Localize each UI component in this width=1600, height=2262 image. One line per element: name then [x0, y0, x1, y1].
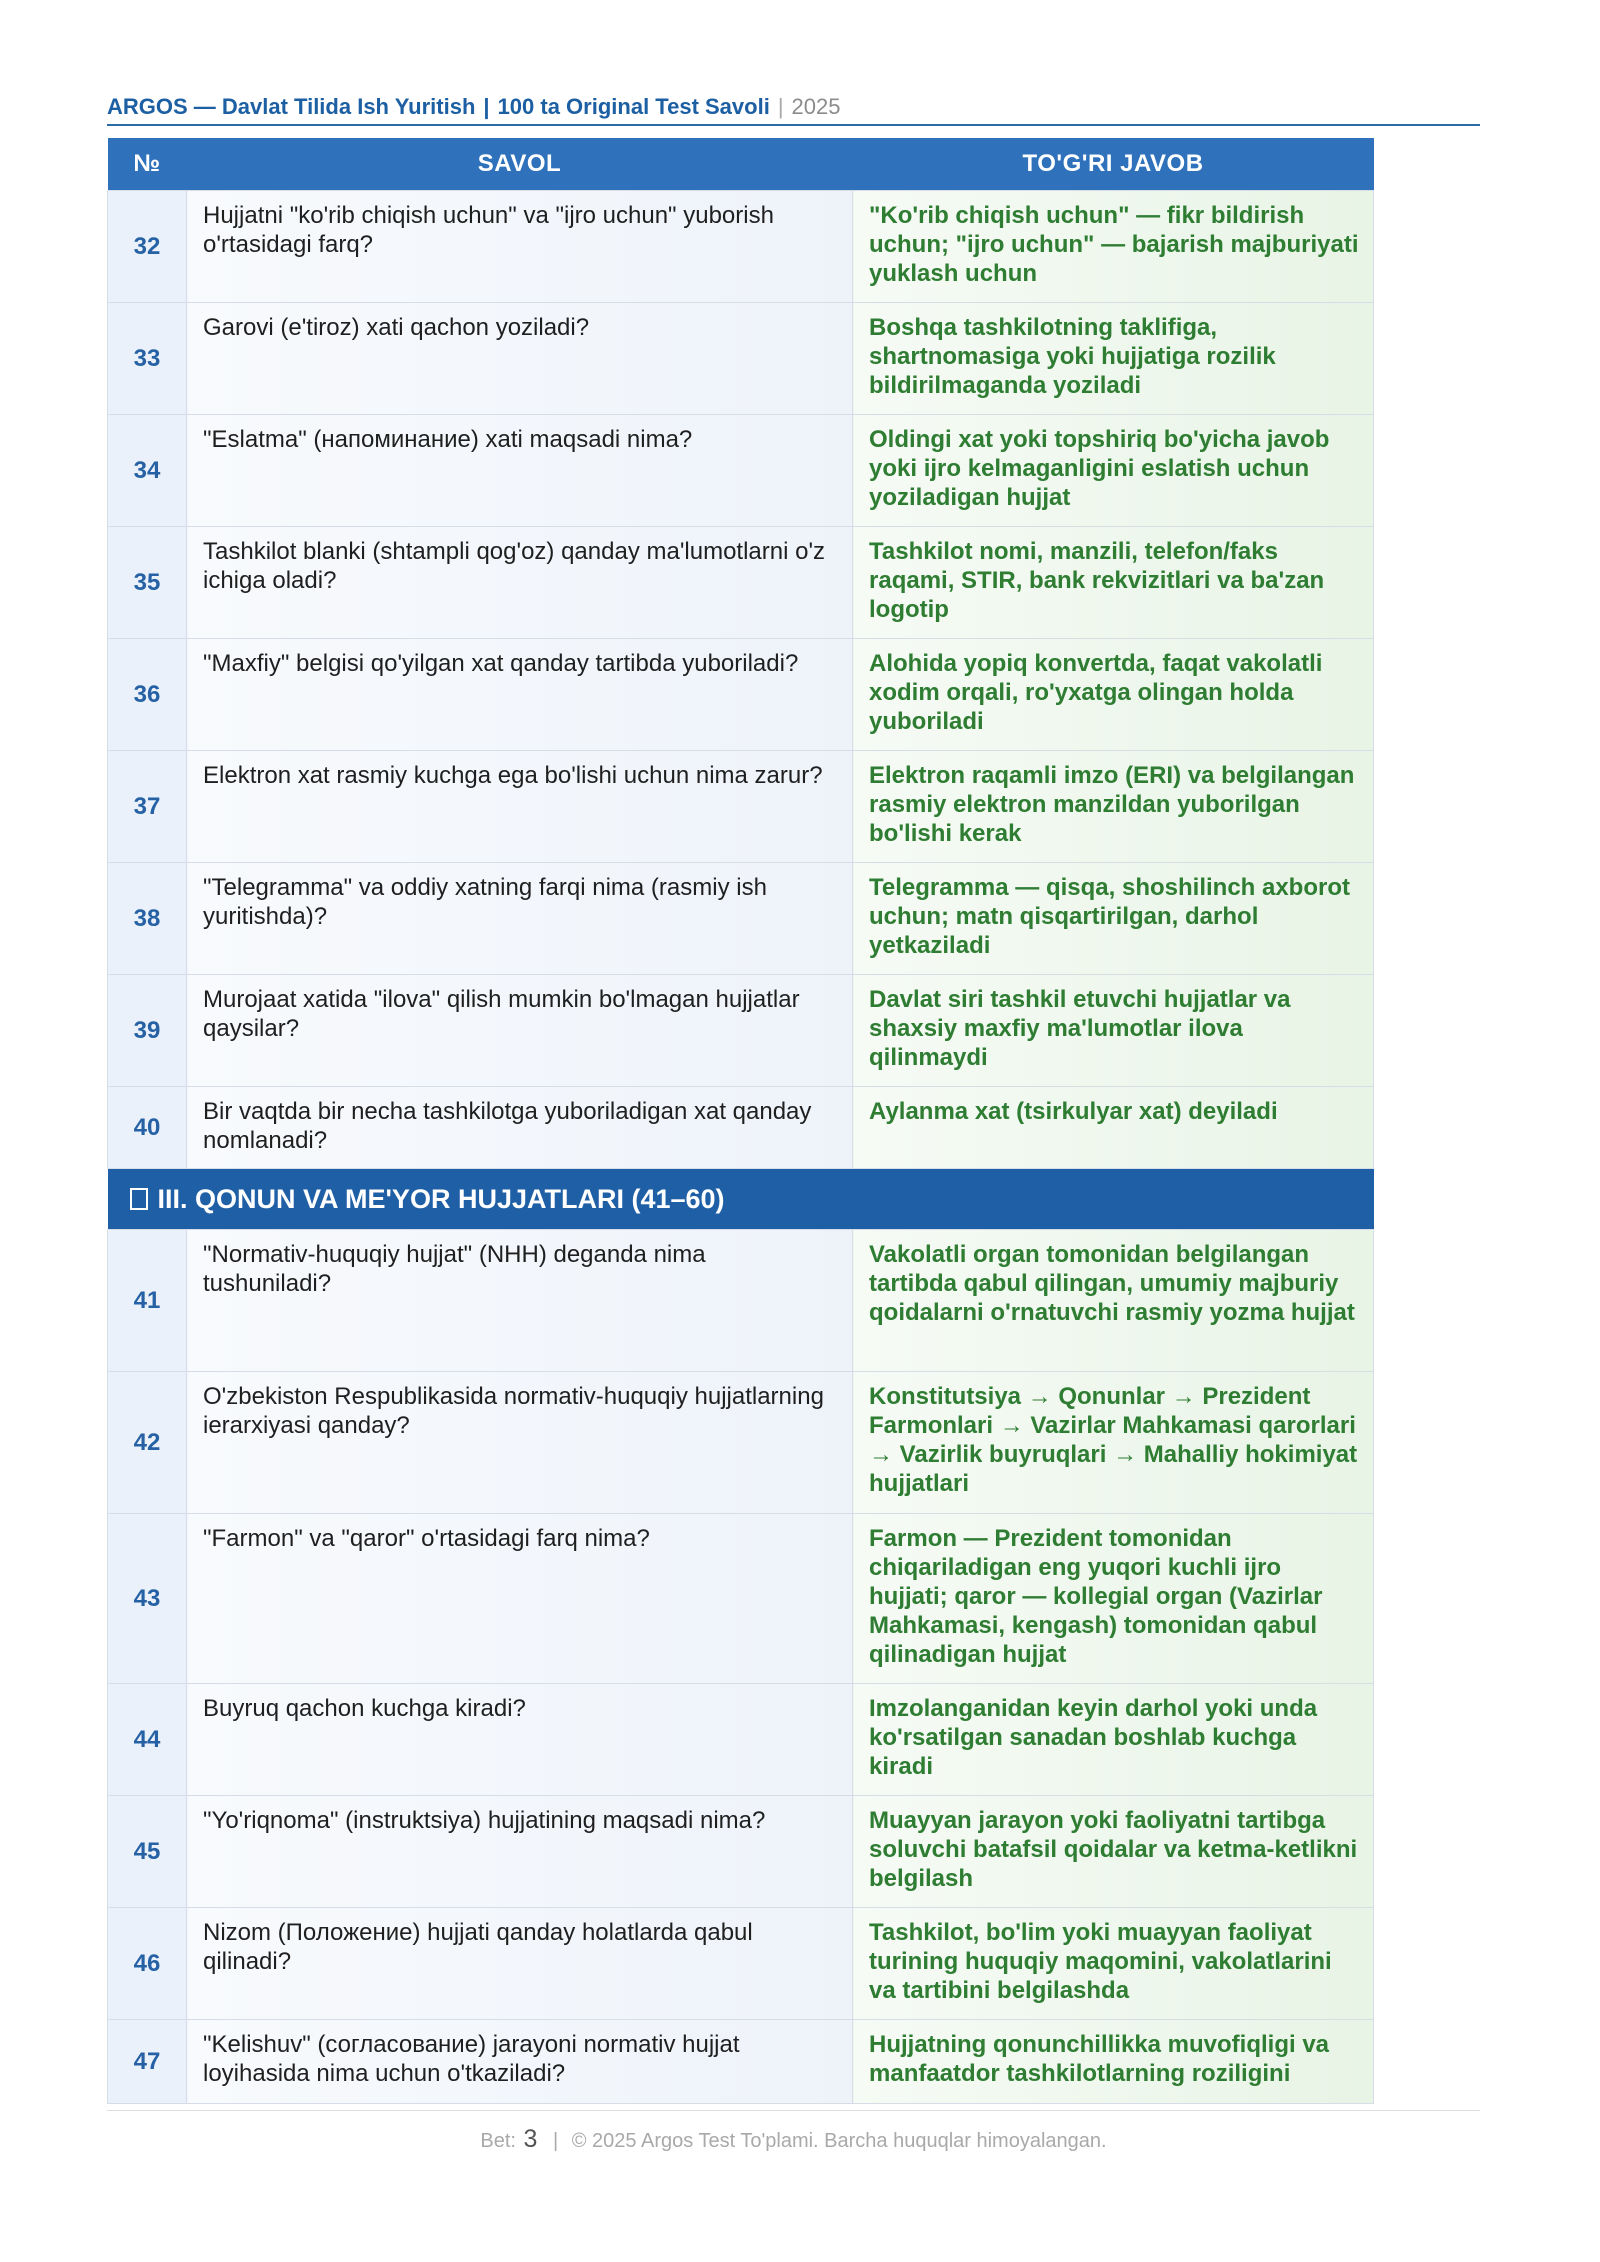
footer-copyright: © 2025 Argos Test To'plami. Barcha huquqlar himoyalangan.: [571, 2130, 1107, 2152]
answer-cell: [853, 1087, 1374, 1169]
table-row: [108, 1514, 1374, 1684]
question-text: "Farmon" va "qaror" o'rtasidagi farq nima?: [203, 1525, 650, 1552]
section-group: [108, 1169, 1374, 1230]
row-number: 46: [108, 1908, 187, 2020]
column-header-question: SAVOL: [187, 138, 853, 191]
answer-text: Elektron raqamli imzo (ERI) va belgilangan rasmiy elektron manzildan yuborilgan bo'lishi kerak: [869, 762, 1355, 847]
section-title: III. QONUN VA ME'YOR HUJJATLARI (41–60): [157, 1183, 725, 1214]
question-cell: [187, 527, 853, 639]
row-number: 38: [108, 863, 187, 975]
row-number: 42: [108, 1372, 187, 1514]
header-subtitle: 100 ta Original Test Savoli: [497, 94, 770, 119]
question-cell: [187, 2020, 853, 2104]
answer-cell: [853, 1684, 1374, 1796]
answer-cell: [853, 1514, 1374, 1684]
table-row: [108, 1796, 1374, 1908]
question-cell: [187, 415, 853, 527]
table-row: [108, 863, 1374, 975]
question-cell: [187, 863, 853, 975]
row-number: 36: [108, 639, 187, 751]
header-year: 2025: [791, 94, 841, 119]
table-row: [108, 303, 1374, 415]
column-header-answer: TO'G'RI JAVOB: [853, 138, 1374, 191]
row-number: 33: [108, 303, 187, 415]
answer-text: Konstitutsiya → Qonunlar → Prezident Farmonlari → Vazirlar Mahkamasi qarorlari → Vazirlik buyruqlari → Mahalliy hokimiyat hujjatlari: [869, 1383, 1358, 1497]
table-row: [108, 975, 1374, 1087]
row-number: 43: [108, 1514, 187, 1684]
page-header: [107, 94, 1480, 126]
question-cell: [187, 191, 853, 303]
question-cell: [187, 751, 853, 863]
table-header: [108, 138, 1374, 191]
table-row: [108, 2020, 1374, 2104]
column-header-number: №: [108, 138, 187, 191]
row-number: 44: [108, 1684, 187, 1796]
table-row: [108, 1908, 1374, 2020]
question-cell: [187, 975, 853, 1087]
answer-text: "Ko'rib chiqish uchun" — fikr bildirish uchun; "ijro uchun" — bajarish majburiyati yuklash uchun: [869, 202, 1359, 287]
question-text: "Maxfiy" belgisi qo'yilgan xat qanday tartibda yuboriladi?: [203, 650, 799, 677]
table-row: [108, 1372, 1374, 1514]
row-number: 34: [108, 415, 187, 527]
question-text: "Telegramma" va oddiy xatning farqi nima (rasmiy ish yuritishda)?: [203, 874, 767, 930]
footer-page-number: 3: [523, 2125, 538, 2153]
table-row: [108, 639, 1374, 751]
question-text: "Yo'riqnoma" (instruktsiya) hujjatining maqsadi nima?: [203, 1807, 766, 1834]
question-text: Elektron xat rasmiy kuchga ega bo'lishi uchun nima zarur?: [203, 762, 823, 789]
table-row: [108, 191, 1374, 303]
question-cell: [187, 639, 853, 751]
answer-text: Farmon — Prezident tomonidan chiqariladigan eng yuqori kuchli ijro hujjati; qaror — kollegial organ (Vazirlar Mahkamasi, kengash) tomonidan qabul qilinadigan hujjat: [869, 1525, 1323, 1668]
header-brand: ARGOS — Davlat Tilida Ish Yuritish: [107, 94, 476, 119]
question-text: "Eslatma" (напоминание) xati maqsadi nima?: [203, 426, 693, 453]
answer-cell: [853, 863, 1374, 975]
answer-cell: [853, 975, 1374, 1087]
answer-text: Hujjatning qonunchillikka muvofiqligi va manfaatdor tashkilotlarning roziligini: [869, 2031, 1330, 2087]
answer-text: Telegramma — qisqa, shoshilinch axborot uchun; matn qisqartirilgan, darhol yetkaziladi: [869, 874, 1350, 959]
row-number: 32: [108, 191, 187, 303]
row-number: 39: [108, 975, 187, 1087]
header-separator-light: |: [777, 94, 784, 119]
answer-text: Boshqa tashkilotning taklifiga, shartnomasiga yoki hujjatiga rozilik bildirilmaganda yoziladi: [869, 314, 1276, 399]
question-cell: [187, 1796, 853, 1908]
table-row: [108, 1230, 1374, 1372]
answer-text: Oldingi xat yoki topshiriq bo'yicha javob yoki ijro kelmaganligini eslatish uchun yoziladigan hujjat: [869, 426, 1330, 511]
answer-cell: [853, 1796, 1374, 1908]
answer-cell: [853, 527, 1374, 639]
answer-text: Muayyan jarayon yoki faoliyatni tartibga soluvchi batafsil qoidalar va ketma-ketlikni belgilash: [869, 1807, 1358, 1892]
answer-text: Imzolanganidan keyin darhol yoki unda ko'rsatilgan sanadan boshlab kuchga kiradi: [869, 1695, 1318, 1780]
question-text: Hujjatni "ko'rib chiqish uchun" va "ijro uchun" yuborish o'rtasidagi farq?: [203, 202, 774, 258]
answer-cell: [853, 191, 1374, 303]
row-number: 47: [108, 2020, 187, 2104]
question-text: Garovi (e'tiroz) xati qachon yoziladi?: [203, 314, 590, 341]
question-text: Nizom (Положение) hujjati qanday holatlarda qabul qilinadi?: [203, 1919, 753, 1975]
question-text: Tashkilot blanki (shtampli qog'oz) qanday ma'lumotlarni o'z ichiga oladi?: [203, 538, 826, 594]
box-icon: [130, 1188, 148, 1210]
rows-group-after: [108, 1230, 1374, 2104]
answer-cell: [853, 1372, 1374, 1514]
answer-cell: [853, 639, 1374, 751]
table-row: [108, 527, 1374, 639]
question-cell: [187, 303, 853, 415]
answer-text: Vakolatli organ tomonidan belgilangan tartibda qabul qilingan, umumiy majburiy qoidalarni o'rnatuvchi rasmiy yozma hujjat: [869, 1241, 1355, 1326]
question-cell: [187, 1514, 853, 1684]
answer-cell: [853, 1908, 1374, 2020]
table-row: [108, 751, 1374, 863]
header-separator: |: [483, 94, 490, 119]
row-number: 41: [108, 1230, 187, 1372]
question-cell: [187, 1908, 853, 2020]
answer-cell: [853, 2020, 1374, 2104]
question-cell: [187, 1230, 853, 1372]
answer-text: Tashkilot nomi, manzili, telefon/faks raqami, STIR, bank rekvizitlari va ba'zan logotip: [869, 538, 1325, 623]
row-number: 45: [108, 1796, 187, 1908]
footer-page-label: Bet:: [480, 2130, 516, 2152]
question-cell: [187, 1684, 853, 1796]
question-cell: [187, 1087, 853, 1169]
row-number: 37: [108, 751, 187, 863]
question-text: Bir vaqtda bir necha tashkilotga yuboriladigan xat qanday nomlanadi?: [203, 1098, 812, 1154]
answer-text: Aylanma xat (tsirkulyar xat) deyiladi: [869, 1098, 1278, 1125]
answer-text: Tashkilot, bo'lim yoki muayyan faoliyat turining huquqiy maqomini, vakolatlarini va tartibini belgilashda: [869, 1919, 1332, 2004]
table-row: [108, 1087, 1374, 1169]
question-text: "Normativ-huquqiy hujjat" (NHH) deganda nima tushuniladi?: [203, 1241, 706, 1297]
qa-table: [107, 138, 1374, 2104]
answer-text: Davlat siri tashkil etuvchi hujjatlar va shaxsiy maxfiy ma'lumotlar ilova qilinmaydi: [869, 986, 1291, 1071]
answer-cell: [853, 415, 1374, 527]
row-number: 40: [108, 1087, 187, 1169]
question-text: Murojaat xatida "ilova" qilish mumkin bo'lmagan hujjatlar qaysilar?: [203, 986, 800, 1042]
row-number: 35: [108, 527, 187, 639]
rows-group-before: [108, 191, 1374, 1169]
answer-cell: [853, 303, 1374, 415]
answer-cell: [853, 1230, 1374, 1372]
answer-cell: [853, 751, 1374, 863]
table-row: [108, 1684, 1374, 1796]
answer-text: Alohida yopiq konvertda, faqat vakolatli xodim orqali, ro'yxatga olingan holda yuboriladi: [869, 650, 1323, 735]
question-text: "Kelishuv" (согласование) jarayoni normativ hujjat loyihasida nima uchun o'tkaziladi?: [203, 2031, 740, 2087]
question-text: Buyruq qachon kuchga kiradi?: [203, 1695, 526, 1722]
section-header: [108, 1169, 1374, 1230]
table-row: [108, 415, 1374, 527]
question-cell: [187, 1372, 853, 1514]
footer-separator: |: [553, 2130, 559, 2152]
question-text: O'zbekiston Respublikasida normativ-huquqiy hujjatlarning ierarxiyasi qanday?: [203, 1383, 824, 1439]
page-footer: [107, 2110, 1480, 2154]
section-header-row: [108, 1169, 1374, 1230]
